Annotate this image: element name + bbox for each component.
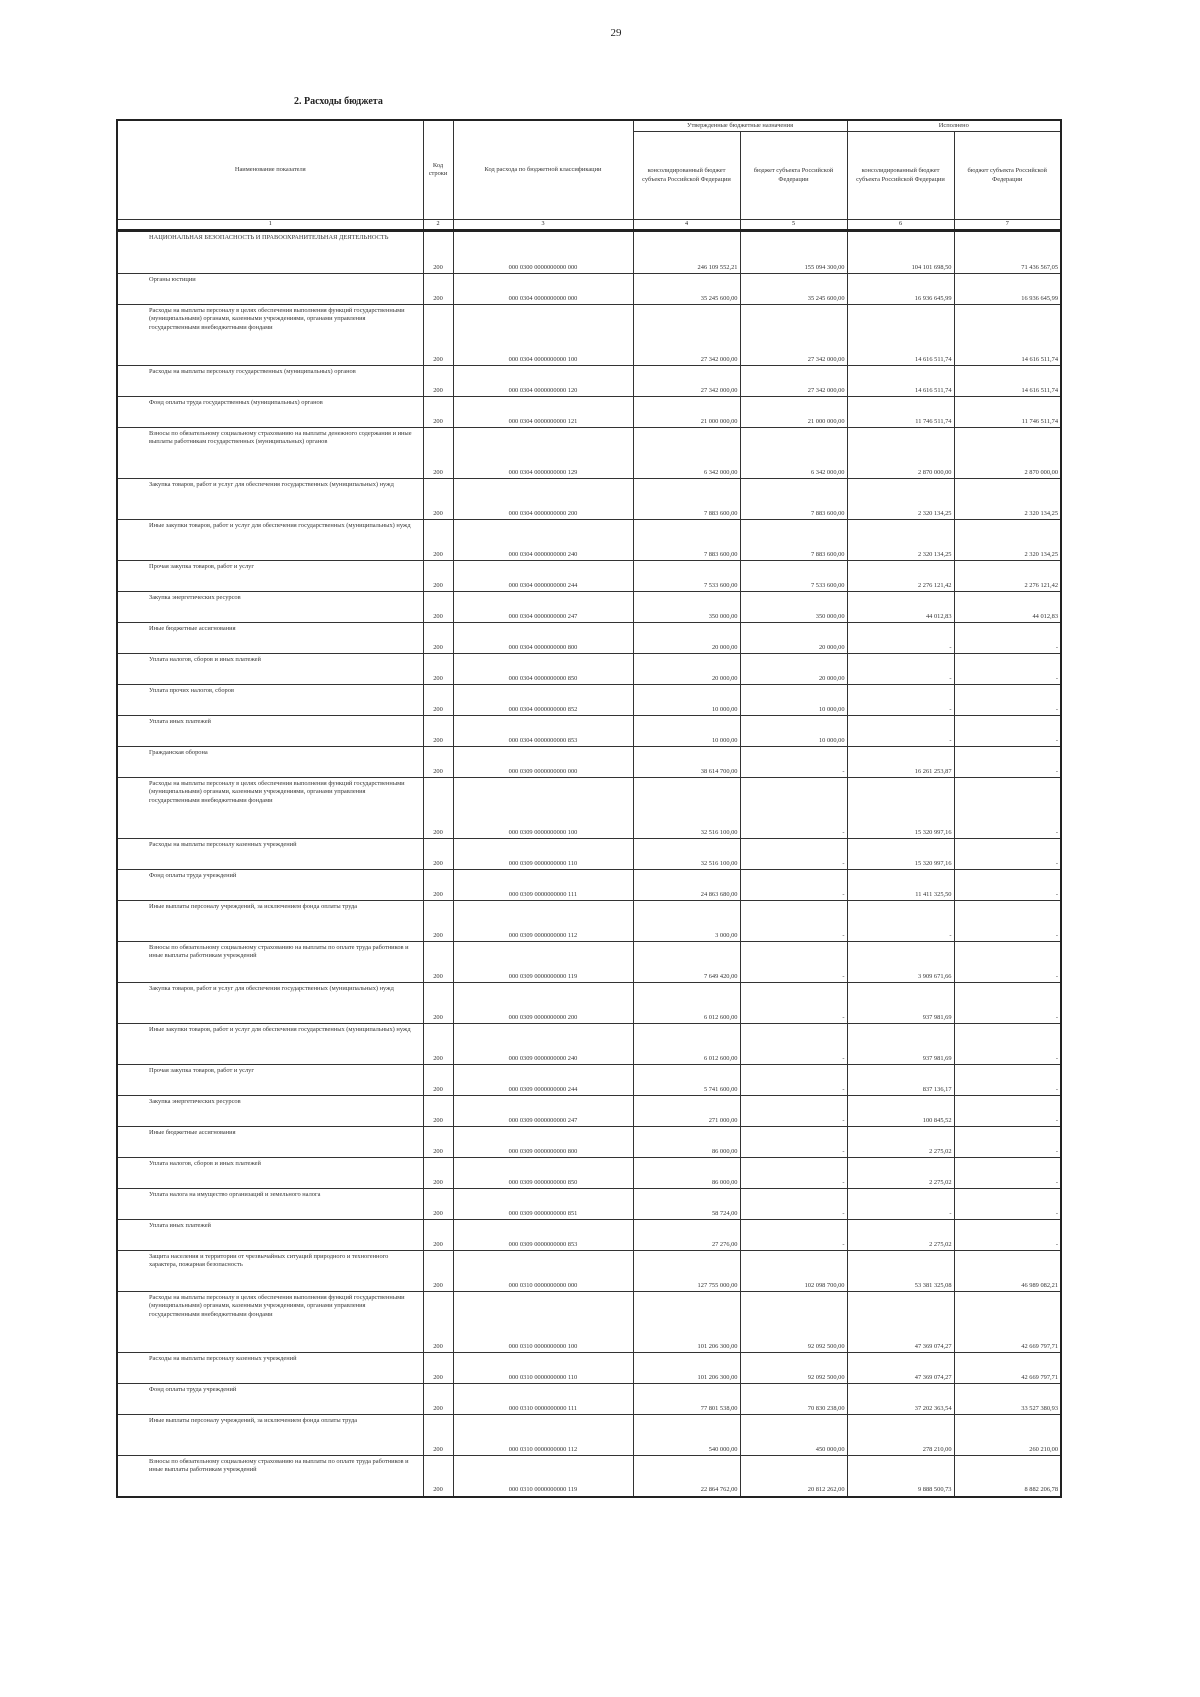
row-line-code: 200: [423, 1024, 453, 1065]
row-name: Расходы на выплаты персоналу казенных учреждений: [117, 839, 423, 870]
row-name: Взносы по обязательному социальному страхованию на выплаты по оплате труда работников и иные выплаты работникам учреждений: [117, 942, 423, 983]
column-number: 5: [740, 220, 847, 231]
row-budget-code: 000 0309 0000000000 111: [453, 870, 633, 901]
table-row: [117, 479, 1061, 520]
row-budget-code: 000 0309 0000000000 853: [453, 1220, 633, 1251]
executed-consolidated-value: -: [847, 685, 954, 716]
row-name: Защита населения и территории от чрезвычайных ситуаций природного и техногенного характера, пожарная безопасность: [117, 1251, 423, 1292]
executed-consolidated-value: 44 012,83: [847, 592, 954, 623]
approved-subject-value: 20 000,00: [740, 654, 847, 685]
row-line-code: 200: [423, 1456, 453, 1497]
approved-subject-value: -: [740, 1189, 847, 1220]
approved-subject-value: 350 000,00: [740, 592, 847, 623]
approved-consolidated-value: 58 724,00: [633, 1189, 740, 1220]
header-line-code: Код строки: [423, 120, 453, 220]
approved-subject-value: 10 000,00: [740, 685, 847, 716]
approved-subject-value: 450 000,00: [740, 1415, 847, 1456]
row-name: Уплата иных платежей: [117, 1220, 423, 1251]
approved-subject-value: -: [740, 870, 847, 901]
table-row: [117, 1292, 1061, 1353]
row-budget-code: 000 0304 0000000000 853: [453, 716, 633, 747]
approved-subject-value: 21 000 000,00: [740, 397, 847, 428]
executed-subject-value: 14 616 511,74: [954, 366, 1061, 397]
approved-subject-value: -: [740, 901, 847, 942]
approved-consolidated-value: 20 000,00: [633, 623, 740, 654]
approved-subject-value: 7 883 600,00: [740, 479, 847, 520]
row-budget-code: 000 0310 0000000000 119: [453, 1456, 633, 1497]
row-budget-code: 000 0309 0000000000 850: [453, 1158, 633, 1189]
executed-subject-value: 71 436 567,05: [954, 231, 1061, 274]
row-budget-code: 000 0309 0000000000 119: [453, 942, 633, 983]
executed-subject-value: 42 669 797,71: [954, 1353, 1061, 1384]
approved-consolidated-value: 6 012 600,00: [633, 983, 740, 1024]
table-row: [117, 778, 1061, 839]
executed-subject-value: -: [954, 901, 1061, 942]
row-name: Уплата налогов, сборов и иных платежей: [117, 1158, 423, 1189]
row-name: Прочая закупка товаров, работ и услуг: [117, 561, 423, 592]
header-executed-group: Исполнено: [847, 120, 1061, 132]
row-line-code: 200: [423, 839, 453, 870]
row-budget-code: 000 0309 0000000000 100: [453, 778, 633, 839]
row-budget-code: 000 0304 0000000000 240: [453, 520, 633, 561]
executed-consolidated-value: -: [847, 716, 954, 747]
approved-consolidated-value: 7 649 420,00: [633, 942, 740, 983]
table-row: [117, 1024, 1061, 1065]
executed-consolidated-value: 837 136,17: [847, 1065, 954, 1096]
row-budget-code: 000 0304 0000000000 120: [453, 366, 633, 397]
row-line-code: 200: [423, 366, 453, 397]
approved-subject-value: -: [740, 942, 847, 983]
row-line-code: 200: [423, 747, 453, 778]
approved-consolidated-value: 540 000,00: [633, 1415, 740, 1456]
approved-consolidated-value: 350 000,00: [633, 592, 740, 623]
row-name: Взносы по обязательному социальному страхованию на выплаты денежного содержания и иные выплаты работникам государственных (муниципальных) органов: [117, 428, 423, 479]
row-name: Уплата налога на имущество организаций и земельного налога: [117, 1189, 423, 1220]
executed-subject-value: -: [954, 1220, 1061, 1251]
executed-subject-value: -: [954, 1127, 1061, 1158]
executed-subject-value: 260 210,00: [954, 1415, 1061, 1456]
approved-consolidated-value: 127 755 000,00: [633, 1251, 740, 1292]
table-row: [117, 231, 1061, 274]
row-line-code: 200: [423, 305, 453, 366]
column-number: 4: [633, 220, 740, 231]
header-approved-consolidated: консолидированный бюджет субъекта Российской Федерации: [633, 132, 740, 220]
approved-consolidated-value: 7 533 600,00: [633, 561, 740, 592]
executed-subject-value: -: [954, 778, 1061, 839]
approved-subject-value: 35 245 600,00: [740, 274, 847, 305]
table-row: [117, 983, 1061, 1024]
approved-consolidated-value: 27 276,00: [633, 1220, 740, 1251]
header-approved-subject: бюджет субъекта Российской Федерации: [740, 132, 847, 220]
row-name: НАЦИОНАЛЬНАЯ БЕЗОПАСНОСТЬ И ПРАВООХРАНИТЕЛЬНАЯ ДЕЯТЕЛЬНОСТЬ: [117, 231, 423, 274]
row-budget-code: 000 0304 0000000000 247: [453, 592, 633, 623]
executed-subject-value: 2 320 134,25: [954, 479, 1061, 520]
table-row: [117, 592, 1061, 623]
executed-subject-value: -: [954, 716, 1061, 747]
approved-subject-value: 155 094 300,00: [740, 231, 847, 274]
executed-subject-value: -: [954, 839, 1061, 870]
executed-consolidated-value: -: [847, 901, 954, 942]
column-number: 1: [117, 220, 423, 231]
row-name: Уплата иных платежей: [117, 716, 423, 747]
executed-consolidated-value: 14 616 511,74: [847, 305, 954, 366]
approved-consolidated-value: 3 000,00: [633, 901, 740, 942]
executed-subject-value: 42 669 797,71: [954, 1292, 1061, 1353]
approved-consolidated-value: 101 206 300,00: [633, 1292, 740, 1353]
executed-subject-value: 14 616 511,74: [954, 305, 1061, 366]
executed-subject-value: -: [954, 685, 1061, 716]
executed-subject-value: -: [954, 623, 1061, 654]
row-name: Фонд оплаты труда учреждений: [117, 870, 423, 901]
row-line-code: 200: [423, 561, 453, 592]
executed-subject-value: 2 276 121,42: [954, 561, 1061, 592]
executed-subject-value: -: [954, 1096, 1061, 1127]
row-name: Закупка энергетических ресурсов: [117, 1096, 423, 1127]
column-number-row: [117, 220, 1061, 231]
row-budget-code: 000 0309 0000000000 240: [453, 1024, 633, 1065]
row-budget-code: 000 0304 0000000000 800: [453, 623, 633, 654]
table-row: [117, 428, 1061, 479]
row-name: Закупка энергетических ресурсов: [117, 592, 423, 623]
approved-subject-value: 7 883 600,00: [740, 520, 847, 561]
approved-subject-value: -: [740, 1127, 847, 1158]
executed-consolidated-value: 278 210,00: [847, 1415, 954, 1456]
table-row: [117, 305, 1061, 366]
row-budget-code: 000 0304 0000000000 244: [453, 561, 633, 592]
executed-subject-value: 8 882 206,78: [954, 1456, 1061, 1497]
executed-subject-value: -: [954, 1189, 1061, 1220]
row-budget-code: 000 0309 0000000000 000: [453, 747, 633, 778]
row-budget-code: 000 0309 0000000000 110: [453, 839, 633, 870]
table-row: [117, 1353, 1061, 1384]
row-name: Взносы по обязательному социальному страхованию на выплаты по оплате труда работников и иные выплаты работникам учреждений: [117, 1456, 423, 1497]
approved-subject-value: -: [740, 1158, 847, 1189]
table-row: [117, 1220, 1061, 1251]
column-number: 7: [954, 220, 1061, 231]
executed-consolidated-value: 47 369 074,27: [847, 1292, 954, 1353]
column-number: 2: [423, 220, 453, 231]
row-line-code: 200: [423, 428, 453, 479]
header-budget-code: Код расхода по бюджетной классификации: [453, 120, 633, 220]
approved-consolidated-value: 21 000 000,00: [633, 397, 740, 428]
row-line-code: 200: [423, 520, 453, 561]
row-name: Фонд оплаты труда учреждений: [117, 1384, 423, 1415]
row-line-code: 200: [423, 870, 453, 901]
row-name: Иные закупки товаров, работ и услуг для обеспечения государственных (муниципальных) нужд: [117, 1024, 423, 1065]
row-line-code: 200: [423, 716, 453, 747]
executed-consolidated-value: 16 261 253,87: [847, 747, 954, 778]
column-number: 6: [847, 220, 954, 231]
executed-subject-value: 44 012,83: [954, 592, 1061, 623]
approved-subject-value: 70 830 238,00: [740, 1384, 847, 1415]
row-line-code: 200: [423, 1065, 453, 1096]
approved-consolidated-value: 35 245 600,00: [633, 274, 740, 305]
approved-subject-value: -: [740, 1065, 847, 1096]
row-line-code: 200: [423, 685, 453, 716]
approved-subject-value: 20 812 262,00: [740, 1456, 847, 1497]
table-row: [117, 1415, 1061, 1456]
row-budget-code: 000 0310 0000000000 100: [453, 1292, 633, 1353]
row-budget-code: 000 0304 0000000000 200: [453, 479, 633, 520]
table-row: [117, 1158, 1061, 1189]
row-budget-code: 000 0310 0000000000 112: [453, 1415, 633, 1456]
row-line-code: 200: [423, 901, 453, 942]
row-line-code: 200: [423, 1096, 453, 1127]
approved-subject-value: -: [740, 747, 847, 778]
approved-subject-value: -: [740, 1096, 847, 1127]
approved-subject-value: -: [740, 778, 847, 839]
executed-subject-value: 2 870 000,00: [954, 428, 1061, 479]
approved-subject-value: 27 342 000,00: [740, 366, 847, 397]
executed-consolidated-value: 15 320 997,16: [847, 778, 954, 839]
row-line-code: 200: [423, 274, 453, 305]
approved-consolidated-value: 24 863 680,00: [633, 870, 740, 901]
row-budget-code: 000 0304 0000000000 852: [453, 685, 633, 716]
row-budget-code: 000 0300 0000000000 000: [453, 231, 633, 274]
row-name: Прочая закупка товаров, работ и услуг: [117, 1065, 423, 1096]
header-executed-subject: бюджет субъекта Российской Федерации: [954, 132, 1061, 220]
table-row: [117, 561, 1061, 592]
approved-consolidated-value: 38 614 700,00: [633, 747, 740, 778]
approved-consolidated-value: 20 000,00: [633, 654, 740, 685]
row-name: Иные закупки товаров, работ и услуг для обеспечения государственных (муниципальных) нужд: [117, 520, 423, 561]
row-line-code: 200: [423, 592, 453, 623]
approved-consolidated-value: 27 342 000,00: [633, 366, 740, 397]
table-row: [117, 747, 1061, 778]
row-name: Иные выплаты персоналу учреждений, за исключением фонда оплаты труда: [117, 901, 423, 942]
table-row: [117, 1189, 1061, 1220]
approved-consolidated-value: 10 000,00: [633, 716, 740, 747]
row-budget-code: 000 0310 0000000000 000: [453, 1251, 633, 1292]
row-budget-code: 000 0309 0000000000 244: [453, 1065, 633, 1096]
approved-consolidated-value: 7 883 600,00: [633, 520, 740, 561]
approved-consolidated-value: 32 516 100,00: [633, 778, 740, 839]
approved-subject-value: 92 092 500,00: [740, 1353, 847, 1384]
approved-consolidated-value: 6 012 600,00: [633, 1024, 740, 1065]
row-budget-code: 000 0304 0000000000 850: [453, 654, 633, 685]
executed-consolidated-value: 937 981,69: [847, 983, 954, 1024]
executed-subject-value: 2 320 134,25: [954, 520, 1061, 561]
approved-consolidated-value: 27 342 000,00: [633, 305, 740, 366]
header-approved-group: Утвержденные бюджетные назначения: [633, 120, 847, 132]
approved-subject-value: 102 098 700,00: [740, 1251, 847, 1292]
row-line-code: 200: [423, 983, 453, 1024]
table-row: [117, 397, 1061, 428]
row-line-code: 200: [423, 778, 453, 839]
approved-consolidated-value: 86 000,00: [633, 1158, 740, 1189]
row-budget-code: 000 0309 0000000000 800: [453, 1127, 633, 1158]
row-line-code: 200: [423, 942, 453, 983]
row-name: Расходы на выплаты персоналу казенных учреждений: [117, 1353, 423, 1384]
column-number: 3: [453, 220, 633, 231]
row-budget-code: 000 0309 0000000000 247: [453, 1096, 633, 1127]
row-line-code: 200: [423, 231, 453, 274]
row-budget-code: 000 0309 0000000000 200: [453, 983, 633, 1024]
executed-consolidated-value: 47 369 074,27: [847, 1353, 954, 1384]
executed-consolidated-value: 11 746 511,74: [847, 397, 954, 428]
approved-consolidated-value: 86 000,00: [633, 1127, 740, 1158]
table-row: [117, 1065, 1061, 1096]
row-name: Иные бюджетные ассигнования: [117, 623, 423, 654]
executed-consolidated-value: 14 616 511,74: [847, 366, 954, 397]
executed-consolidated-value: 53 381 325,08: [847, 1251, 954, 1292]
executed-subject-value: -: [954, 870, 1061, 901]
table-row: [117, 685, 1061, 716]
table-row: [117, 901, 1061, 942]
table-row: [117, 520, 1061, 561]
approved-subject-value: -: [740, 983, 847, 1024]
row-budget-code: 000 0304 0000000000 000: [453, 274, 633, 305]
row-name: Закупка товаров, работ и услуг для обеспечения государственных (муниципальных) нужд: [117, 479, 423, 520]
table-row: [117, 366, 1061, 397]
table-row: [117, 839, 1061, 870]
approved-consolidated-value: 246 109 552,21: [633, 231, 740, 274]
row-line-code: 200: [423, 623, 453, 654]
row-name: Уплата налогов, сборов и иных платежей: [117, 654, 423, 685]
page-number: 29: [610, 27, 622, 39]
row-line-code: 200: [423, 1127, 453, 1158]
approved-consolidated-value: 7 883 600,00: [633, 479, 740, 520]
table-row: [117, 1251, 1061, 1292]
approved-subject-value: 20 000,00: [740, 623, 847, 654]
row-line-code: 200: [423, 1292, 453, 1353]
executed-consolidated-value: -: [847, 623, 954, 654]
executed-consolidated-value: 2 275,02: [847, 1127, 954, 1158]
row-name: Расходы на выплаты персоналу в целях обеспечения выполнения функций государственными (муниципальными) органами, казенными учреждениями, органами управления государственными внебюджетными фондами: [117, 778, 423, 839]
executed-subject-value: -: [954, 983, 1061, 1024]
executed-consolidated-value: 937 981,69: [847, 1024, 954, 1065]
header-executed-consolidated: консолидированный бюджет субъекта Российской Федерации: [847, 132, 954, 220]
executed-subject-value: -: [954, 747, 1061, 778]
approved-subject-value: -: [740, 839, 847, 870]
table-body: [117, 231, 1061, 1497]
row-line-code: 200: [423, 1353, 453, 1384]
row-line-code: 200: [423, 1189, 453, 1220]
row-name: Расходы на выплаты персоналу в целях обеспечения выполнения функций государственными (муниципальными) органами, казенными учреждениями, органами управления государственными внебюджетными фондами: [117, 305, 423, 366]
table-row: [117, 623, 1061, 654]
row-name: Гражданская оборона: [117, 747, 423, 778]
row-line-code: 200: [423, 1251, 453, 1292]
table-row: [117, 942, 1061, 983]
executed-consolidated-value: 2 275,02: [847, 1220, 954, 1251]
row-line-code: 200: [423, 1384, 453, 1415]
table-row: [117, 654, 1061, 685]
executed-consolidated-value: 16 936 645,99: [847, 274, 954, 305]
approved-subject-value: 92 092 500,00: [740, 1292, 847, 1353]
table-row: [117, 1384, 1061, 1415]
executed-consolidated-value: -: [847, 1189, 954, 1220]
executed-consolidated-value: 3 909 671,66: [847, 942, 954, 983]
executed-consolidated-value: 2 276 121,42: [847, 561, 954, 592]
approved-subject-value: 7 533 600,00: [740, 561, 847, 592]
executed-consolidated-value: 2 320 134,25: [847, 479, 954, 520]
row-line-code: 200: [423, 1158, 453, 1189]
executed-consolidated-value: 2 275,02: [847, 1158, 954, 1189]
row-name: Расходы на выплаты персоналу в целях обеспечения выполнения функций государственными (муниципальными) органами, казенными учреждениями, органами управления государственными внебюджетными фондами: [117, 1292, 423, 1353]
approved-consolidated-value: 10 000,00: [633, 685, 740, 716]
executed-subject-value: -: [954, 1024, 1061, 1065]
row-line-code: 200: [423, 1415, 453, 1456]
executed-consolidated-value: -: [847, 654, 954, 685]
row-name: Органы юстиции: [117, 274, 423, 305]
row-line-code: 200: [423, 397, 453, 428]
approved-subject-value: -: [740, 1024, 847, 1065]
executed-subject-value: -: [954, 1158, 1061, 1189]
executed-consolidated-value: 11 411 325,50: [847, 870, 954, 901]
row-name: Иные выплаты персоналу учреждений, за исключением фонда оплаты труда: [117, 1415, 423, 1456]
table-row: [117, 1456, 1061, 1497]
executed-subject-value: -: [954, 1065, 1061, 1096]
table-row: [117, 274, 1061, 305]
row-budget-code: 000 0309 0000000000 112: [453, 901, 633, 942]
executed-subject-value: 16 936 645,99: [954, 274, 1061, 305]
executed-consolidated-value: 100 845,52: [847, 1096, 954, 1127]
row-line-code: 200: [423, 1220, 453, 1251]
executed-subject-value: -: [954, 942, 1061, 983]
approved-consolidated-value: 32 516 100,00: [633, 839, 740, 870]
row-budget-code: 000 0310 0000000000 111: [453, 1384, 633, 1415]
expenditure-table-wrapper: [116, 119, 1060, 1498]
executed-subject-value: 11 746 511,74: [954, 397, 1061, 428]
executed-subject-value: 33 527 380,93: [954, 1384, 1061, 1415]
row-name: Иные бюджетные ассигнования: [117, 1127, 423, 1158]
executed-consolidated-value: 104 101 698,50: [847, 231, 954, 274]
row-name: Закупка товаров, работ и услуг для обеспечения государственных (муниципальных) нужд: [117, 983, 423, 1024]
row-name: Уплата прочих налогов, сборов: [117, 685, 423, 716]
executed-consolidated-value: 15 320 997,16: [847, 839, 954, 870]
executed-consolidated-value: 2 870 000,00: [847, 428, 954, 479]
executed-consolidated-value: 2 320 134,25: [847, 520, 954, 561]
executed-subject-value: -: [954, 654, 1061, 685]
table-row: [117, 1096, 1061, 1127]
row-budget-code: 000 0304 0000000000 121: [453, 397, 633, 428]
row-line-code: 200: [423, 479, 453, 520]
expenditure-table: [116, 119, 1062, 1498]
table-row: [117, 716, 1061, 747]
row-budget-code: 000 0310 0000000000 110: [453, 1353, 633, 1384]
executed-consolidated-value: 37 202 363,54: [847, 1384, 954, 1415]
executed-subject-value: 46 989 082,21: [954, 1251, 1061, 1292]
table-row: [117, 1127, 1061, 1158]
approved-consolidated-value: 5 741 600,00: [633, 1065, 740, 1096]
approved-consolidated-value: 6 342 000,00: [633, 428, 740, 479]
approved-consolidated-value: 101 206 300,00: [633, 1353, 740, 1384]
executed-consolidated-value: 9 888 500,73: [847, 1456, 954, 1497]
approved-consolidated-value: 77 801 538,00: [633, 1384, 740, 1415]
section-title: 2. Расходы бюджета: [294, 96, 383, 107]
approved-subject-value: 10 000,00: [740, 716, 847, 747]
row-budget-code: 000 0309 0000000000 851: [453, 1189, 633, 1220]
approved-subject-value: 27 342 000,00: [740, 305, 847, 366]
approved-subject-value: -: [740, 1220, 847, 1251]
table-row: [117, 870, 1061, 901]
row-line-code: 200: [423, 654, 453, 685]
row-name: Расходы на выплаты персоналу государственных (муниципальных) органов: [117, 366, 423, 397]
approved-consolidated-value: 271 000,00: [633, 1096, 740, 1127]
row-name: Фонд оплаты труда государственных (муниципальных) органов: [117, 397, 423, 428]
row-budget-code: 000 0304 0000000000 100: [453, 305, 633, 366]
row-budget-code: 000 0304 0000000000 129: [453, 428, 633, 479]
approved-consolidated-value: 22 864 762,00: [633, 1456, 740, 1497]
approved-subject-value: 6 342 000,00: [740, 428, 847, 479]
header-name: Наименование показателя: [117, 120, 423, 220]
